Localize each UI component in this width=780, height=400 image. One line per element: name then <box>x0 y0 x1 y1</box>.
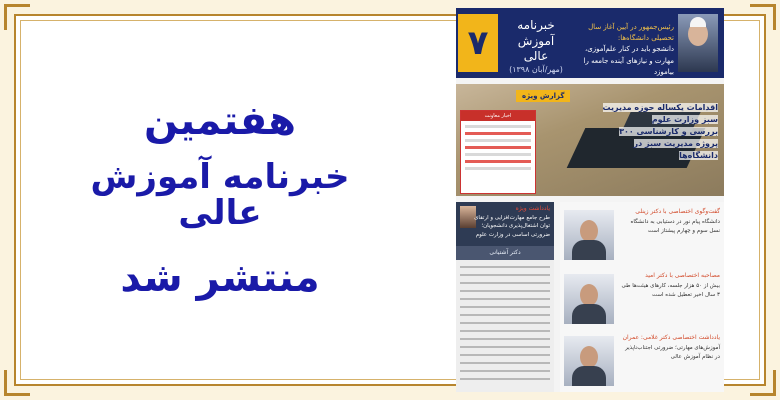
photo-badge: گزارش ویژه <box>516 90 570 102</box>
headline-line-1: هفتمین <box>144 98 296 144</box>
interview-item <box>560 268 724 328</box>
interview-photo <box>564 274 614 324</box>
text-line <box>465 146 531 149</box>
frame-corner-ornament <box>4 4 30 30</box>
headline-line-2: خبرنامه آموزش عالی <box>90 157 350 233</box>
text-line <box>460 346 550 348</box>
text-line <box>465 167 531 170</box>
text-line <box>460 322 550 324</box>
banner-lead: رئیس‌جمهور در آیین آغاز سال تحصیلی دانشگاه‌ها: <box>588 23 674 43</box>
interview-item <box>560 204 724 264</box>
news-box-title: اخبار معاونت <box>461 111 535 121</box>
text-line <box>465 132 531 135</box>
photo-headline: بررسی و کارشناسی ۳۰۰ پروژه مدیریت سبز در دانشگاه‌ها <box>619 127 718 160</box>
text-line <box>460 338 550 340</box>
interview-photo <box>564 210 614 260</box>
text-line <box>460 298 550 300</box>
issue-number: ۷ <box>458 14 498 72</box>
interview-summary: آموزش‌های مهارتی؛ ضرورتی اجتناب‌ناپذیر در نظام آموزش عالی <box>625 345 720 360</box>
banner-quote: دانشجو باید در کنار علم‌آموزی، مهارت و نیازهای آینده جامعه را بیاموزد <box>583 45 674 76</box>
logo-date: (مهر/آبان ۱۳۹۸) <box>509 64 563 74</box>
opinion-header <box>456 202 554 246</box>
text-line <box>460 266 550 268</box>
text-line <box>460 378 550 380</box>
photo-title <box>598 102 718 162</box>
text-line <box>460 314 550 316</box>
newsletter-logo <box>504 18 568 75</box>
column-title: طرح جامع مهارت‌افزایی و ارتقای توان اشتغال‌پذیری دانشجویان؛ ضرورتی اساسی در وزارت علوم <box>474 215 550 238</box>
text-line <box>460 362 550 364</box>
news-box <box>460 110 536 194</box>
interviews-column <box>560 202 724 392</box>
text-line <box>465 160 531 163</box>
text-line <box>460 274 550 276</box>
text-line <box>460 370 550 372</box>
interview-summary: دانشگاه پیام نور در دستیابی به دانشگاه نسل سوم و چهارم پیشتاز است <box>630 219 720 234</box>
text-line <box>460 290 550 292</box>
interview-summary: بیش از ۵۰ هزار جلسه، کارهای هیئت‌ها طی ۳ سال اخیر تعطیل شده است <box>621 283 720 298</box>
column-tag: یادداشت ویژه <box>515 205 550 212</box>
interview-head: یادداشت اختصاصی دکتر غلامی: عمران <box>622 334 720 341</box>
logo-title: خبرنامه آموزش عالی <box>517 18 555 64</box>
text-line <box>460 282 550 284</box>
text-line <box>465 139 531 142</box>
frame-corner-ornament <box>4 370 30 396</box>
photo-kicker: اقدامات یکساله حوزه مدیریت سبز وزارت علوم <box>602 103 718 124</box>
interview-head: گفت‌وگوی اختصاصی با دکتر زینلی <box>635 208 720 215</box>
text-line <box>465 153 531 156</box>
text-line <box>460 330 550 332</box>
frame-corner-ornament <box>750 370 776 396</box>
column-author: دکتر آشتیانی <box>456 246 554 260</box>
interview-head: مصاحبه اختصاصی با دکتر امید <box>645 272 720 279</box>
announcement-headline <box>60 98 380 302</box>
feature-photo <box>456 84 724 196</box>
text-line <box>465 125 531 128</box>
banner-text <box>570 22 674 78</box>
portrait-photo <box>678 14 718 72</box>
interview-photo <box>564 336 614 386</box>
opinion-column <box>456 202 554 392</box>
text-line <box>460 306 550 308</box>
interview-item <box>560 330 724 390</box>
newsletter-banner <box>456 8 724 78</box>
text-line <box>460 354 550 356</box>
headline-line-3: منتشر شد <box>120 255 320 302</box>
frame-corner-ornament <box>750 4 776 30</box>
